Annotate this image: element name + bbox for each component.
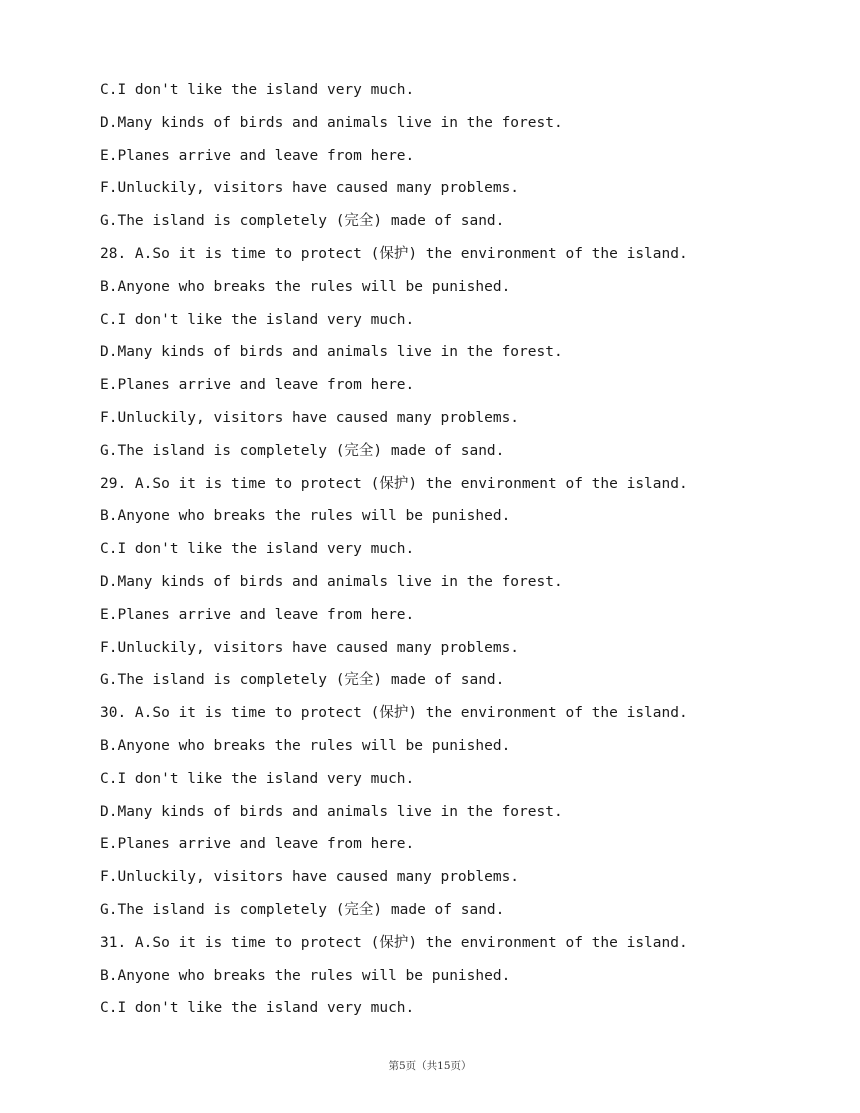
option-line: B.Anyone who breaks the rules will be punished. (100, 737, 511, 754)
option-line: C.I don't like the island very much. (100, 770, 415, 787)
option-line: F.Unluckily, visitors have caused many problems. (100, 409, 520, 426)
option-line: C.I don't like the island very much. (100, 82, 415, 98)
option-line: E.Planes arrive and leave from here. (100, 147, 415, 164)
option-line: F.Unluckily, visitors have caused many problems. (100, 180, 520, 197)
option-line: B.Anyone who breaks the rules will be punished. (100, 967, 511, 984)
option-line: G.The island is completely (完全) made of sand. (100, 442, 505, 459)
question-line: 28. A.So it is time to protect (保护) the environment of the island. (100, 245, 688, 262)
page-footer: 第5页（共15页） (388, 1060, 472, 1072)
option-line: E.Planes arrive and leave from here. (100, 606, 415, 623)
option-line: C.I don't like the island very much. (100, 311, 415, 328)
question-line: 31. A.So it is time to protect (保护) the environment of the island. (100, 934, 688, 951)
option-list (100, 80, 800, 1031)
option-line: E.Planes arrive and leave from here. (100, 836, 415, 853)
question-line: 30. A.So it is time to protect (保护) the environment of the island. (100, 705, 688, 722)
option-line: D.Many kinds of birds and animals live in the forest. (100, 114, 563, 131)
option-line: G.The island is completely (完全) made of sand. (100, 672, 505, 689)
option-line: B.Anyone who breaks the rules will be punished. (100, 508, 511, 525)
option-line: D.Many kinds of birds and animals live in the forest. (100, 344, 563, 361)
option-line: F.Unluckily, visitors have caused many problems. (100, 869, 520, 886)
option-line: C.I don't like the island very much. (100, 541, 415, 558)
option-line: F.Unluckily, visitors have caused many problems. (100, 639, 520, 656)
option-line: B.Anyone who breaks the rules will be punished. (100, 278, 511, 295)
option-line: D.Many kinds of birds and animals live in the forest. (100, 803, 563, 820)
question-line: 29. A.So it is time to protect (保护) the environment of the island. (100, 475, 688, 492)
option-line: G.The island is completely (完全) made of sand. (100, 213, 505, 230)
option-line: E.Planes arrive and leave from here. (100, 377, 415, 394)
option-line: D.Many kinds of birds and animals live in the forest. (100, 573, 563, 590)
option-line: G.The island is completely (完全) made of sand. (100, 901, 505, 918)
option-line: C.I don't like the island very much. (100, 1000, 415, 1017)
